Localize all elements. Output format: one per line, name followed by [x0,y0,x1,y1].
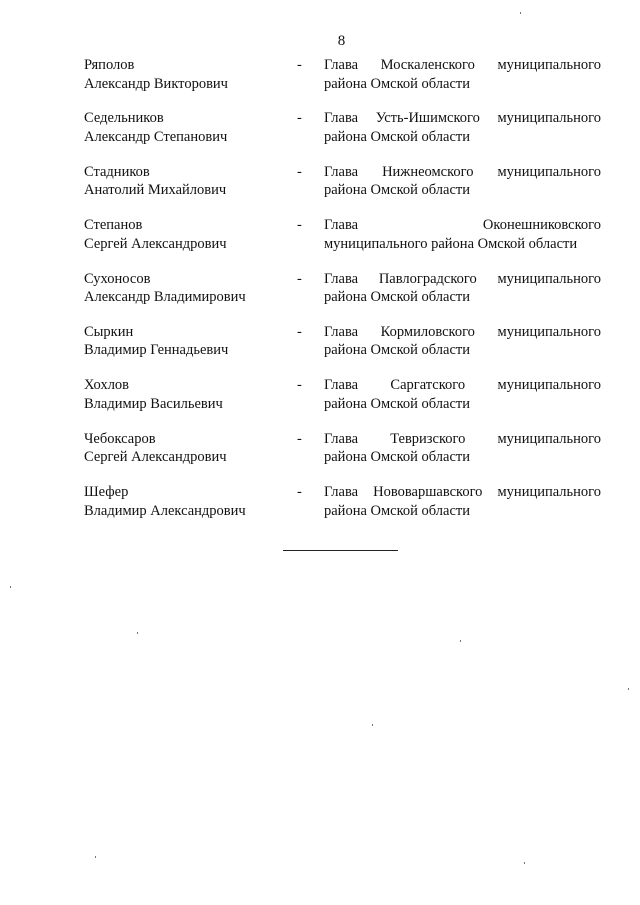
separator-dash: - [297,484,302,501]
list-item [84,376,604,429]
position-line-2: муниципального района Омской области [324,235,578,252]
position-line-2: района Омской области [324,502,471,519]
given-names: Владимир Александрович [84,502,246,519]
separator-dash: - [297,57,302,73]
scan-speck [460,640,461,642]
position-line-1: Глава Павлоградского муниципального [324,270,601,287]
official-position [324,109,601,146]
surname: Стадников [84,163,150,180]
surname: Сухоносов [84,270,151,287]
scan-speck [524,862,525,864]
official-position [324,483,601,520]
list-item [84,323,604,376]
official-position [324,216,601,253]
scan-speck [372,724,373,726]
list-item [84,56,604,109]
scan-speck [95,856,96,858]
given-names: Сергей Александрович [84,235,227,252]
official-position [324,270,601,307]
position-line-2: района Омской области [324,182,471,199]
official-name [84,323,284,360]
position-line-2: района Омской области [324,342,471,359]
list-item [84,109,604,162]
surname: Чебоксаров [84,430,156,447]
official-name [84,270,284,307]
separator-dash: - [297,217,302,234]
given-names: Анатолий Михайлович [84,182,227,199]
given-names: Владимир Васильевич [84,395,223,412]
end-of-list-rule [283,550,398,551]
separator-dash: - [297,430,302,447]
official-name [84,430,284,467]
list-item [84,216,604,269]
given-names: Александр Викторович [84,75,228,92]
position-line-2: района Омской области [324,449,471,466]
position-line-1: Глава Саргатского муниципального [324,377,601,394]
official-position [324,376,601,413]
list-item [84,163,604,216]
position-line-2: района Омской области [324,289,471,306]
separator-dash: - [297,377,302,394]
official-name [84,163,284,200]
surname: Шефер [84,484,129,501]
position-line-2: района Омской области [324,128,471,145]
position-line-2: района Омской области [324,395,471,412]
official-position [324,163,601,200]
separator-dash: - [297,323,302,340]
position-line-1: Глава Москаленского муниципального [324,57,601,73]
position-line-1: Глава Кормиловского муниципального [324,323,601,340]
surname: Хохлов [84,377,130,394]
surname: Сыркин [84,323,134,340]
given-names: Владимир Геннадьевич [84,342,229,359]
position-line-1: Глава Нижнеомского муниципального [324,163,601,180]
position-line-1: Глава Тевризского муниципального [324,430,601,447]
scan-speck [137,632,138,634]
given-names: Александр Владимирович [84,289,246,306]
officials-list [84,56,604,537]
official-position [324,430,601,467]
list-item [84,430,604,483]
list-item [84,483,604,536]
scan-speck [628,688,629,690]
scan-speck [10,586,11,588]
official-name [84,109,284,146]
surname: Ряполов [84,57,135,73]
official-name [84,56,284,93]
separator-dash: - [297,270,302,287]
surname: Степанов [84,217,143,234]
given-names: Александр Степанович [84,128,228,145]
surname: Седельников [84,110,164,127]
position-line-1: Глава Оконешниковского [324,217,601,234]
official-name [84,376,284,413]
position-line-2: района Омской области [324,75,471,92]
page-number: 8 [337,33,346,49]
official-name [84,483,284,520]
given-names: Сергей Александрович [84,449,227,466]
scan-speck [520,12,521,14]
official-position [324,323,601,360]
separator-dash: - [297,110,302,127]
official-position [324,56,601,93]
separator-dash: - [297,163,302,180]
list-item [84,270,604,323]
official-name [84,216,284,253]
position-line-1: Глава Усть-Ишимского муниципального [324,110,601,127]
position-line-1: Глава Нововаршавского муниципального [324,484,601,501]
